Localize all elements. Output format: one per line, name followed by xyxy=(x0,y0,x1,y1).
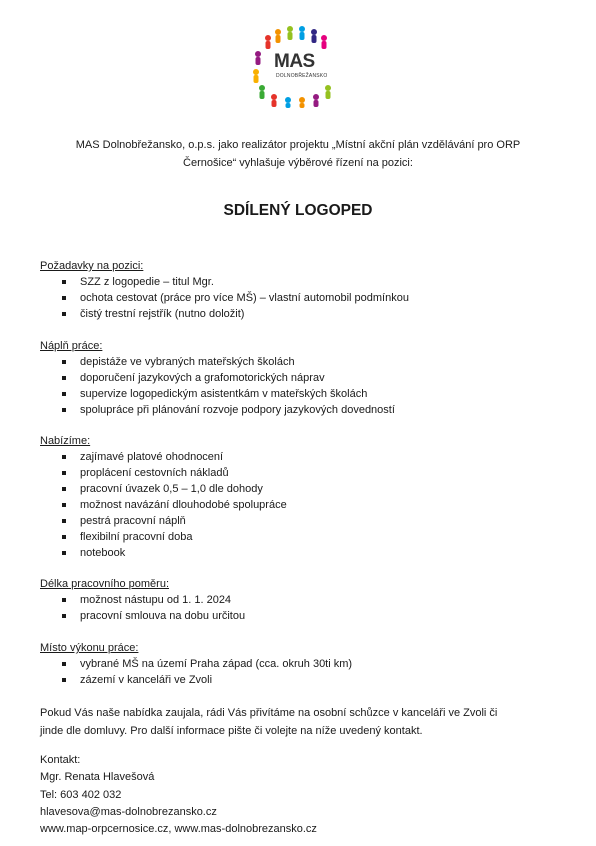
contact-name: Mgr. Renata Hlavešová xyxy=(40,771,155,784)
intro-line-2: Černošice“ vyhlašuje výběrové řízení na pozici: xyxy=(183,157,413,169)
section-heading: Místo výkonu práce: xyxy=(40,642,139,654)
list-item: flexibilní pracovní doba xyxy=(40,529,560,545)
intro-paragraph xyxy=(40,136,556,172)
list-item: vybrané MŠ na území Praha západ (cca. okruh 30ti km) xyxy=(40,656,560,672)
bullet-icon xyxy=(62,487,66,491)
bullet-icon xyxy=(62,678,66,682)
closing-paragraph xyxy=(40,704,560,740)
section-work-location xyxy=(40,640,560,688)
logo-subtitle: DOLNOBŘEŽANSKO xyxy=(276,73,328,79)
bullet-icon xyxy=(62,519,66,523)
contact-websites[interactable]: www.map-orpcernosice.cz, www.mas-dolnobrezansko.cz xyxy=(40,823,317,836)
bullet-icon xyxy=(62,455,66,459)
list-item: ochota cestovat (práce pro více MŠ) – vlastní automobil podmínkou xyxy=(40,290,560,306)
contact-block xyxy=(40,752,560,838)
contact-heading: Kontakt: xyxy=(40,754,81,766)
bullet-icon xyxy=(62,376,66,380)
list-item: spolupráce při plánování rozvoje podpory jazykových dovedností xyxy=(40,402,560,418)
logo-wordmark: MAS xyxy=(274,51,315,72)
section-job-description xyxy=(40,338,560,418)
mas-logo xyxy=(246,24,350,108)
bullet-icon xyxy=(62,392,66,396)
bullet-icon xyxy=(62,503,66,507)
contact-phone[interactable]: Tel: 603 402 032 xyxy=(40,788,122,801)
bullet-icon xyxy=(62,535,66,539)
closing-line-1: Pokud Vás naše nabídka zaujala, rádi Vás přivítáme na osobní schůzce v kanceláři ve Zvoli či xyxy=(40,707,498,719)
list-item: zázemí v kanceláři ve Zvoli xyxy=(40,672,560,688)
list-item: čistý trestní rejstřík (nutno doložit) xyxy=(40,306,560,322)
list-item: doporučení jazykových a grafomotorických náprav xyxy=(40,370,560,386)
intro-line-1: MAS Dolnobřežansko, o.p.s. jako realizátor projektu „Místní akční plán vzdělávání pro ORP xyxy=(75,139,521,151)
bullet-icon xyxy=(62,280,66,284)
list-item: možnost navázání dlouhodobé spolupráce xyxy=(40,497,560,513)
list-item: pracovní smlouva na dobu určitou xyxy=(40,608,560,624)
list-item: zajímavé platové ohodnocení xyxy=(40,449,560,465)
section-heading: Náplň práce: xyxy=(40,340,103,352)
section-employment-duration xyxy=(40,576,560,624)
list-item: možnost nástupu od 1. 1. 2024 xyxy=(40,592,560,608)
list-item: proplácení cestovních nákladů xyxy=(40,465,560,481)
section-requirements xyxy=(40,258,560,322)
bullet-icon xyxy=(62,360,66,364)
list-item: supervize logopedickým asistentkám v mateřských školách xyxy=(40,386,560,402)
contact-email[interactable]: hlavesova@mas-dolnobrezansko.cz xyxy=(40,805,217,818)
list-item: SZZ z logopedie – titul Mgr. xyxy=(40,274,560,290)
section-we-offer xyxy=(40,433,560,561)
bullet-icon xyxy=(62,662,66,666)
bullet-icon xyxy=(62,408,66,412)
page-title: SDÍLENÝ LOGOPED xyxy=(223,202,373,219)
bullet-icon xyxy=(62,471,66,475)
bullet-icon xyxy=(62,614,66,618)
list-item: depistáže ve vybraných mateřských školách xyxy=(40,354,560,370)
bullet-icon xyxy=(62,312,66,316)
section-heading: Nabízíme: xyxy=(40,435,91,447)
section-heading: Délka pracovního poměru: xyxy=(40,578,170,590)
list-item: notebook xyxy=(40,545,560,561)
list-item: pracovní úvazek 0,5 – 1,0 dle dohody xyxy=(40,481,560,497)
bullet-icon xyxy=(62,296,66,300)
list-item: pestrá pracovní náplň xyxy=(40,513,560,529)
section-heading: Požadavky na pozici: xyxy=(40,260,144,272)
closing-line-2: jinde dle domluvy. Pro další informace pište či volejte na níže uvedený kontakt. xyxy=(40,725,423,737)
bullet-icon xyxy=(62,551,66,555)
bullet-icon xyxy=(62,598,66,602)
